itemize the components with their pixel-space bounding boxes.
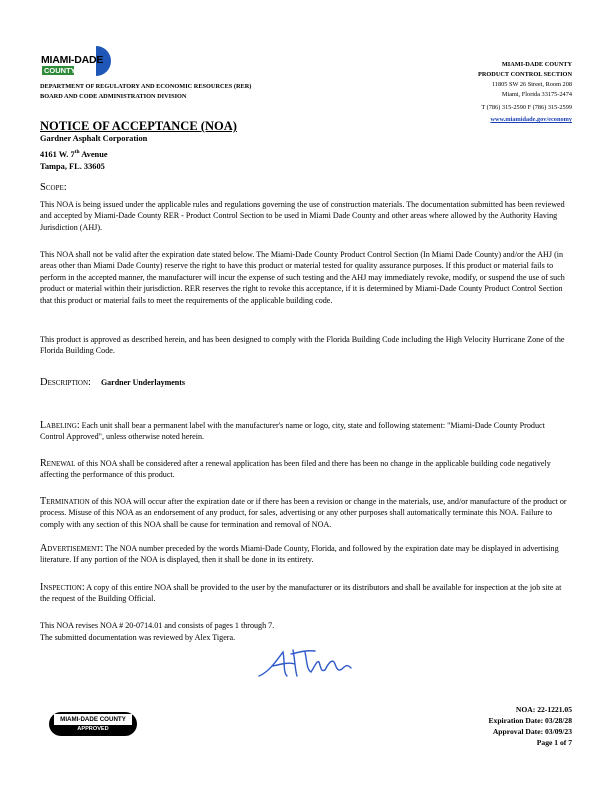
seal-text-approved: APPROVED (77, 726, 109, 732)
office-street: 11805 SW 26 Street, Room 208 (491, 81, 572, 88)
submitted-line: The submitted documentation was reviewed by Alex Tigera. (40, 633, 236, 642)
labeling-paragraph (40, 420, 570, 443)
company-street-name: Avenue (79, 149, 108, 159)
scope-paragraph-1: This NOA is being issued under the applicable rules and regulations governing the use of construction materials. The documentation submitted has been reviewed and accepted by Miami-Dade County RER - Product Control Section to be used in Miami Dade County and other areas where allowed by the Authority Having Jurisdiction (AHJ). (40, 200, 565, 232)
approval-date: Approval Date: 03/09/23 (492, 727, 572, 736)
renewal-text: of this NOA shall be considered after a renewal application has been filed and there has been no change in the applicable building code negatively affecting the performance of this product. (40, 459, 551, 480)
revision-line: This NOA revises NOA # 20-0714.01 and consists of pages 1 through 7. (40, 621, 275, 630)
description-row (40, 372, 185, 390)
inspection-heading: Inspection: (40, 582, 85, 593)
inspection-text: A copy of this entire NOA shall be provided to the user by the manufacturer or its distributors and shall be available for inspection at the job site at the request of the Building Official. (40, 583, 562, 604)
reviewer-signature (255, 642, 355, 684)
approved-seal (48, 711, 138, 737)
page-number: Page 1 of 7 (536, 738, 572, 747)
labeling-text: Each unit shall bear a permanent label with the manufacturer's name or logo, city, state and following statement: "Miami-Dade County Product Control Approved", unless otherwise noted herein. (40, 421, 545, 442)
advertisement-heading: Advertisement: (40, 543, 104, 554)
description-heading: Description: (40, 377, 91, 388)
page-title: NOTICE OF ACCEPTANCE (NOA) (40, 119, 237, 133)
renewal-heading: Renewal (40, 458, 76, 469)
company-street (40, 146, 147, 161)
expiration-date: Expiration Date: 03/28/28 (488, 716, 572, 725)
advertisement-text: The NOA number preceded by the words Miami-Dade County, Florida, and followed by the expiration date may be displayed in advertising literature. If any portion of the NOA is displayed, then it shall be done in its entirety. (40, 544, 559, 565)
company-city: Tampa, FL. 33605 (40, 161, 105, 171)
website-link[interactable]: www.miamidade.gov/economy (490, 116, 572, 123)
termination-paragraph (40, 496, 570, 530)
company-address (40, 133, 147, 174)
approved-seal-graphic (48, 711, 138, 737)
signature-graphic (255, 642, 355, 684)
termination-heading: Termination (40, 496, 90, 507)
noa-number: NOA: 22-1221.05 (515, 705, 572, 714)
division-name: BOARD AND CODE ADMINISTRATION DIVISION (40, 93, 187, 100)
company-street-ordinal: th (74, 148, 80, 155)
logo-text-miami-dade: MIAMI-DADE (41, 54, 104, 66)
logo-text-county: COUNTY (44, 66, 76, 75)
county-logo (40, 44, 120, 78)
inspection-paragraph (40, 582, 570, 605)
company-name: Gardner Asphalt Corporation (40, 134, 148, 143)
advertisement-paragraph (40, 543, 570, 566)
section-name: PRODUCT CONTROL SECTION (477, 71, 572, 78)
department-name: DEPARTMENT OF REGULATORY AND ECONOMIC RESOURCES (RER) (40, 83, 252, 90)
labeling-heading: Labeling: (40, 420, 80, 431)
termination-text: of this NOA will occur after the expiration date or if there has been a revision or change in the materials, use, and/or manufacture of the product or process. Misuse of this NOA as an endorsement of any product, for sales, advertising or any other purposes shall automatically terminate this NOA. Failure to comply with any section of this NOA shall be cause for termination and removal of NOA. (40, 497, 567, 529)
scope-paragraph-2: This NOA shall not be valid after the expiration date stated below. The Miami-Dade County Product Control Section (In Miami Dade County) and/or the AHJ (in areas other than Miami Dade County) reserve the right to have this product or material tested for quality assurance purposes. If this product or material fails to perform in the accepted manner, the manufacturer will incur the expense of such testing and the AHJ may immediately revoke, modify, or suspend the use of such product or material within their jurisdiction. RER reserves the right to revoke this acceptance, if it is determined by Miami-Dade County Product Control Section that this product or material fails to meet the requirements of the applicable building code. (40, 250, 565, 305)
office-phone: T (786) 315-2590 F (786) 315-2599 (481, 104, 572, 111)
company-street-number: 4161 W. 7 (40, 149, 75, 159)
description-value: Gardner Underlayments (100, 378, 186, 387)
office-city: Miami, Florida 33175-2474 (501, 91, 572, 98)
scope-paragraph-3: This product is approved as described herein, and has been designed to comply with the Florida Building Code including the High Velocity Hurricane Zone of the Florida Building Code. (40, 335, 565, 356)
renewal-paragraph (40, 458, 570, 481)
scope-heading: Scope: (40, 182, 67, 193)
seal-text-county: MIAMI-DADE COUNTY (60, 716, 126, 723)
county-name: MIAMI-DADE COUNTY (501, 61, 572, 68)
